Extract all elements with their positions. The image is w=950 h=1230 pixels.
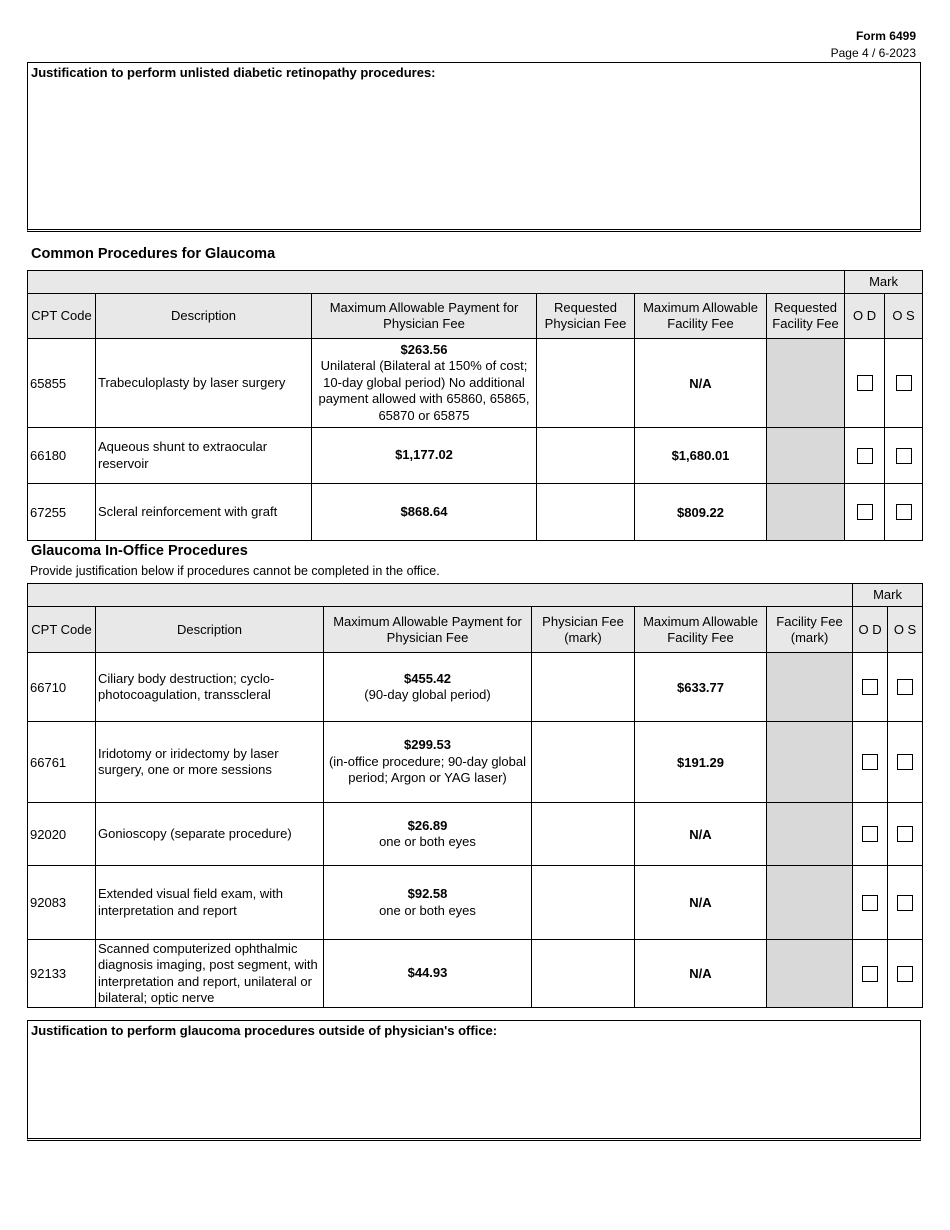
table-row: [28, 722, 923, 803]
od-checkbox[interactable]: [862, 895, 878, 911]
facility-fee-mark-field: [767, 940, 853, 1008]
mark-spacer: [28, 271, 845, 294]
requested-physician-fee-field[interactable]: [537, 339, 635, 428]
od-cell: [845, 484, 885, 541]
os-cell: [888, 722, 923, 803]
cpt-code: 65855: [28, 339, 96, 428]
col-physician-fee-mark: Physician Fee (mark): [532, 607, 635, 653]
table-row: [28, 940, 923, 1008]
os-cell: [885, 484, 923, 541]
cpt-code: 66710: [28, 653, 96, 722]
os-checkbox[interactable]: [896, 504, 912, 520]
requested-facility-fee-field: [767, 484, 845, 541]
col-od: O D: [845, 294, 885, 339]
description: Scleral reinforcement with graft: [96, 484, 312, 541]
od-checkbox[interactable]: [857, 375, 873, 391]
od-cell: [845, 339, 885, 428]
os-cell: [888, 653, 923, 722]
table-row: [28, 428, 923, 484]
os-checkbox[interactable]: [896, 448, 912, 464]
od-checkbox[interactable]: [862, 966, 878, 982]
description: Ciliary body destruction; cyclo-photocoagulation, transscleral: [96, 653, 324, 722]
facility-fee: $1,680.01: [635, 428, 767, 484]
physician-fee-mark-field[interactable]: [532, 653, 635, 722]
description: Extended visual field exam, with interpretation and report: [96, 866, 324, 940]
physician-fee: [324, 866, 532, 940]
cpt-code: 67255: [28, 484, 96, 541]
form-header: [831, 28, 916, 62]
col-cpt-code: CPT Code: [28, 607, 96, 653]
physician-fee-amount: $455.42: [404, 670, 451, 686]
col-od: O D: [853, 607, 888, 653]
requested-physician-fee-field[interactable]: [537, 484, 635, 541]
table-row: [28, 803, 923, 866]
section2-subtitle: Provide justification below if procedures cannot be completed in the office.: [30, 564, 440, 578]
physician-fee-note: (in-office procedure; 90-day global period; Argon or YAG laser): [328, 753, 527, 786]
cpt-code: 66180: [28, 428, 96, 484]
physician-fee-amount: $299.53: [404, 737, 451, 753]
od-cell: [853, 866, 888, 940]
section2-title: Glaucoma In-Office Procedures: [31, 543, 248, 559]
col-max-facility-fee: Maximum Allowable Facility Fee: [635, 607, 767, 653]
mark-header: Mark: [845, 271, 923, 294]
od-checkbox[interactable]: [862, 826, 878, 842]
os-cell: [888, 940, 923, 1008]
justification-glaucoma-box[interactable]: [27, 1020, 921, 1141]
table-row: [28, 484, 923, 541]
col-max-physician-fee: Maximum Allowable Payment for Physician Fee: [312, 294, 537, 339]
physician-fee-mark-field[interactable]: [532, 803, 635, 866]
os-cell: [885, 428, 923, 484]
cpt-code: 66761: [28, 722, 96, 803]
od-cell: [853, 803, 888, 866]
facility-fee: $809.22: [635, 484, 767, 541]
col-os: O S: [888, 607, 923, 653]
physician-fee-amount: $1,177.02: [395, 447, 453, 463]
cpt-code: 92133: [28, 940, 96, 1008]
os-checkbox[interactable]: [897, 754, 913, 770]
physician-fee: [324, 722, 532, 803]
facility-fee-mark-field: [767, 722, 853, 803]
physician-fee-note: one or both eyes: [379, 834, 476, 849]
description: Trabeculoplasty by laser surgery: [96, 339, 312, 428]
physician-fee: [324, 653, 532, 722]
col-description: Description: [96, 294, 312, 339]
physician-fee-mark-field[interactable]: [532, 722, 635, 803]
facility-fee-mark-field: [767, 653, 853, 722]
facility-fee-mark-field: [767, 803, 853, 866]
os-cell: [888, 866, 923, 940]
od-checkbox[interactable]: [862, 679, 878, 695]
od-checkbox[interactable]: [857, 504, 873, 520]
od-cell: [853, 653, 888, 722]
col-requested-physician-fee: Requested Physician Fee: [537, 294, 635, 339]
col-max-physician-fee: Maximum Allowable Payment for Physician Fee: [324, 607, 532, 653]
physician-fee-mark-field[interactable]: [532, 940, 635, 1008]
facility-fee: $191.29: [635, 722, 767, 803]
cpt-code: 92020: [28, 803, 96, 866]
form-number: Form 6499: [855, 29, 916, 43]
facility-fee-mark-field: [767, 866, 853, 940]
col-description: Description: [96, 607, 324, 653]
col-cpt-code: CPT Code: [28, 294, 96, 339]
requested-facility-fee-field: [767, 428, 845, 484]
physician-fee: [324, 940, 532, 1008]
physician-fee-amount: $26.89: [407, 817, 448, 833]
justification-dr-box[interactable]: [27, 62, 921, 232]
facility-fee: N/A: [635, 866, 767, 940]
facility-fee: $633.77: [635, 653, 767, 722]
table-row: [28, 866, 923, 940]
col-max-facility-fee: Maximum Allowable Facility Fee: [635, 294, 767, 339]
physician-fee: [324, 803, 532, 866]
physician-fee-amount: $44.93: [407, 965, 448, 981]
physician-fee-mark-field[interactable]: [532, 866, 635, 940]
cpt-code: 92083: [28, 866, 96, 940]
glaucoma-common-table: [27, 270, 923, 541]
requested-physician-fee-field[interactable]: [537, 428, 635, 484]
mark-spacer: [28, 584, 853, 607]
col-facility-fee-mark: Facility Fee (mark): [767, 607, 853, 653]
od-cell: [853, 940, 888, 1008]
justification-glaucoma-label: Justification to perform glaucoma procedures outside of physician's office:: [31, 1023, 498, 1038]
od-checkbox[interactable]: [862, 754, 878, 770]
physician-fee-amount: $868.64: [400, 503, 448, 519]
os-checkbox[interactable]: [897, 679, 913, 695]
os-cell: [888, 803, 923, 866]
description: Scanned computerized ophthalmic diagnosis imaging, post segment, with interpretation and report, unilateral or bilateral; optic nerve: [96, 940, 324, 1008]
physician-fee: [312, 484, 537, 541]
mark-header: Mark: [853, 584, 923, 607]
od-checkbox[interactable]: [857, 448, 873, 464]
description: Gonioscopy (separate procedure): [96, 803, 324, 866]
facility-fee: N/A: [635, 940, 767, 1008]
col-requested-facility-fee: Requested Facility Fee: [767, 294, 845, 339]
physician-fee-amount: $92.58: [407, 886, 448, 901]
facility-fee: N/A: [635, 339, 767, 428]
description: Aqueous shunt to extraocular reservoir: [96, 428, 312, 484]
requested-facility-fee-field: [767, 339, 845, 428]
facility-fee: N/A: [635, 803, 767, 866]
table-row: [28, 339, 923, 428]
os-checkbox[interactable]: [897, 966, 913, 982]
physician-fee-amount: $263.56: [400, 341, 448, 357]
physician-fee: [312, 428, 537, 484]
table-row: [28, 653, 923, 722]
os-cell: [885, 339, 923, 428]
os-checkbox[interactable]: [896, 375, 912, 391]
os-checkbox[interactable]: [897, 826, 913, 842]
glaucoma-inoffice-table: [27, 583, 923, 1008]
physician-fee-note: Unilateral (Bilateral at 150% of cost; 10-day global period) No additional payment allowed with 65860, 65865, 65870 or 65875: [318, 358, 530, 423]
os-checkbox[interactable]: [897, 895, 913, 911]
description: Iridotomy or iridectomy by laser surgery, one or more sessions: [96, 722, 324, 803]
col-os: O S: [885, 294, 923, 339]
page-number: Page 4 / 6-2023: [830, 46, 916, 60]
physician-fee-note: (90-day global period): [364, 687, 491, 702]
od-cell: [845, 428, 885, 484]
od-cell: [853, 722, 888, 803]
justification-dr-label: Justification to perform unlisted diabetic retinopathy procedures:: [31, 65, 436, 80]
section1-title: Common Procedures for Glaucoma: [31, 246, 276, 262]
physician-fee-note: one or both eyes: [379, 902, 476, 918]
physician-fee: [312, 339, 537, 428]
